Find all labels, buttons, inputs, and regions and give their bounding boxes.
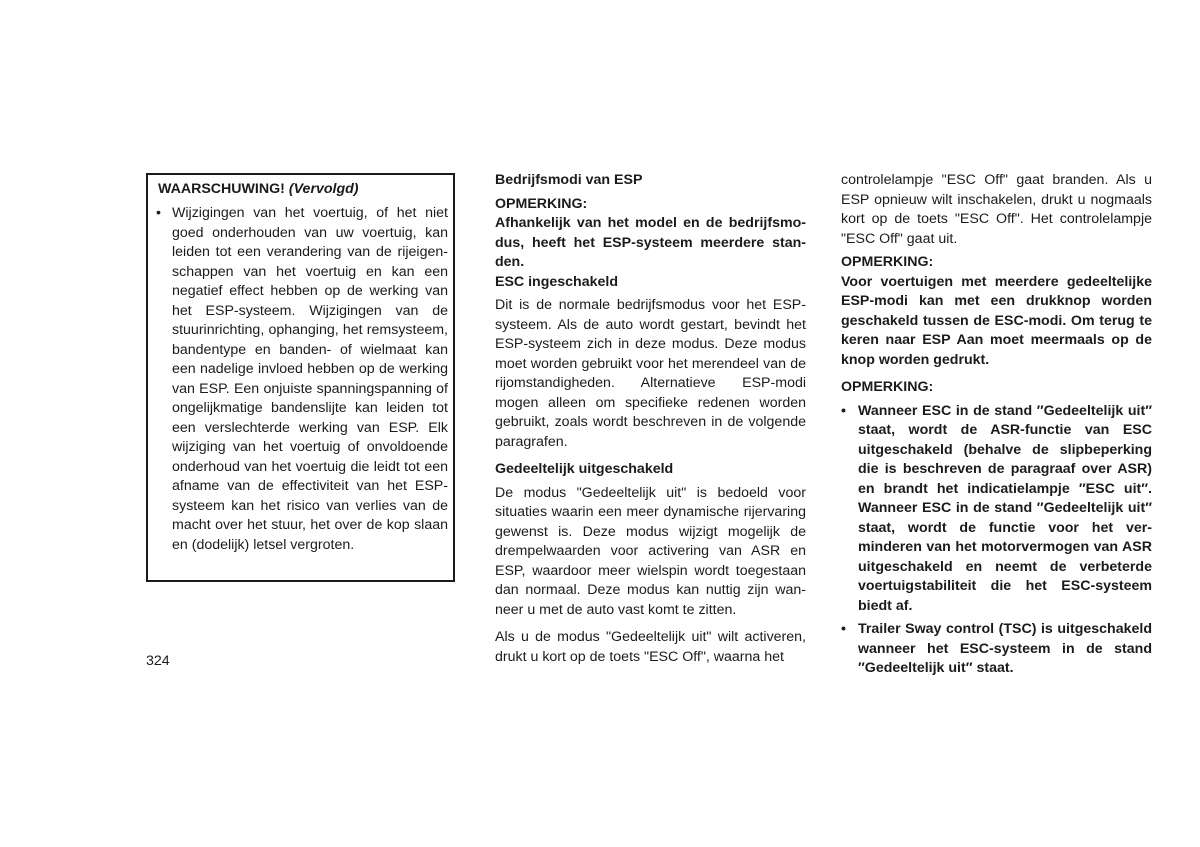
paragraph-esc-on: Dit is de normale bedrijfsmodus voor het ESP-systeem. Als de auto wordt gestart, bevindt het ESP-systeem zich in deze modus. Deze modus moet worden gebruikt voor het merendeel van de rijomstandigheden. Alternatieve ESP-modi mogen alleen om specifieke redenen worden gebruikt, zoals wordt beschreven in de volgende paragrafen. — [495, 297, 806, 450]
note-text: Voor voertuigen met meerdere gedeeltelijke ESP-modi kan met een drukknop worden geschakeld tussen de ESC-modi. Om terug te keren naar ESP Aan moet meermaals op de knop worden gedrukt. — [841, 273, 1152, 368]
middle-column — [495, 171, 806, 667]
right-column — [841, 171, 1152, 679]
subheading-partial-off: Gedeeltelijk uitgeschakeld — [495, 461, 674, 477]
paragraph-continuation: controlelampje "ESC Off" gaat branden. Als u ESP opnieuw wilt inschakelen, drukt u nogmaals kort op de toets "ESC Off". Het controlelampje "ESC Off" gaat uit. — [841, 172, 1152, 247]
bullet-icon: • — [841, 621, 846, 637]
warning-box — [146, 173, 455, 582]
warning-title-label: WAARSCHUWING! — [158, 181, 285, 197]
bullet-icon: • — [156, 205, 161, 221]
paragraph-activate: Als u de modus "Gedeeltelijk uit" wilt activeren, drukt u kort op de toets "ESC Off", waarna het — [495, 629, 806, 665]
note-label: OPMERKING: — [495, 195, 588, 212]
bullet-icon: • — [841, 402, 846, 419]
subheading-esc-on: ESC ingeschakeld — [495, 273, 619, 290]
list-item-text: Trailer Sway control (TSC) is uitgeschakeld wanneer het ESC-systeem in de stand ″Gedeeltelijk uit″ staat. — [858, 621, 1152, 676]
paragraph-partial-off: De modus "Gedeeltelijk uit" is bedoeld voor situaties waarin een meer dynamische rijervaring gewenst is. Deze modus wijzigt mogelijk de drempelwaarden voor activering van ASR en ESP, waardoor meer wielspin wordt toegestaan dan normaal. Deze modus kan nuttig zijn wanneer u met de auto vast komt te zitten. — [495, 484, 806, 618]
note-label: OPMERKING: — [841, 379, 934, 395]
note-label: OPMERKING: — [841, 254, 934, 270]
warning-title — [158, 180, 359, 200]
section-heading-esp-modes: Bedrijfsmodi van ESP — [495, 172, 643, 188]
list-item-text: Wanneer ESC in de stand ″Gedeeltelijk uit″ staat, wordt de ASR-functie van ESC uitgeschakeld (behalve de slipbeperking die is beschreven de paragraaf over ASR) en brandt het indicatielampje ″ESC uit″. Wanneer ESC in de stand ″Gedeeltelijk uit″ staat, wordt de functie voor het verminderen van het motorvermogen van ASR uitgeschakeld en neemt de verbeterde voertuigstabiliteit die het ESC-systeem biedt af. — [858, 402, 1152, 614]
list-item — [841, 402, 1152, 617]
note-text: Afhankelijk van het model en de bedrijfsmodus, heeft het ESP-systeem meerdere standen. — [495, 215, 806, 270]
page-number: 324 — [146, 653, 170, 669]
note-bullet-list — [841, 402, 1152, 679]
warning-bullet-text: Wijzigingen van het voertuig, of het niet goed onderhouden van uw voertuig, kan leiden tot een verandering van de rijeigenschappen van het voertuig en kan een negatief effect hebben op de werking van het ESP-systeem. Wijzigingen van de stuurinrichting, ophanging, het remsysteem, bandentype en banden- of wielmaat kan een nadelige invloed hebben op de werking van ESP. Een onjuiste spanningspanning of ongelijkmatige bandenslijte kan leiden tot een verslechterde werking van ESP. Elk wijziging van het voertuig of onvoldoende onderhoud van het voertuig die leidt tot een afname van de effectiviteit van het ESP-systeem kan het risico van verlies van de macht over het stuur, het over de kop slaan en (dodelijk) letsel vergroten. — [172, 205, 448, 553]
list-item — [841, 620, 1152, 679]
warning-title-continued: (Vervolgd) — [288, 181, 359, 197]
